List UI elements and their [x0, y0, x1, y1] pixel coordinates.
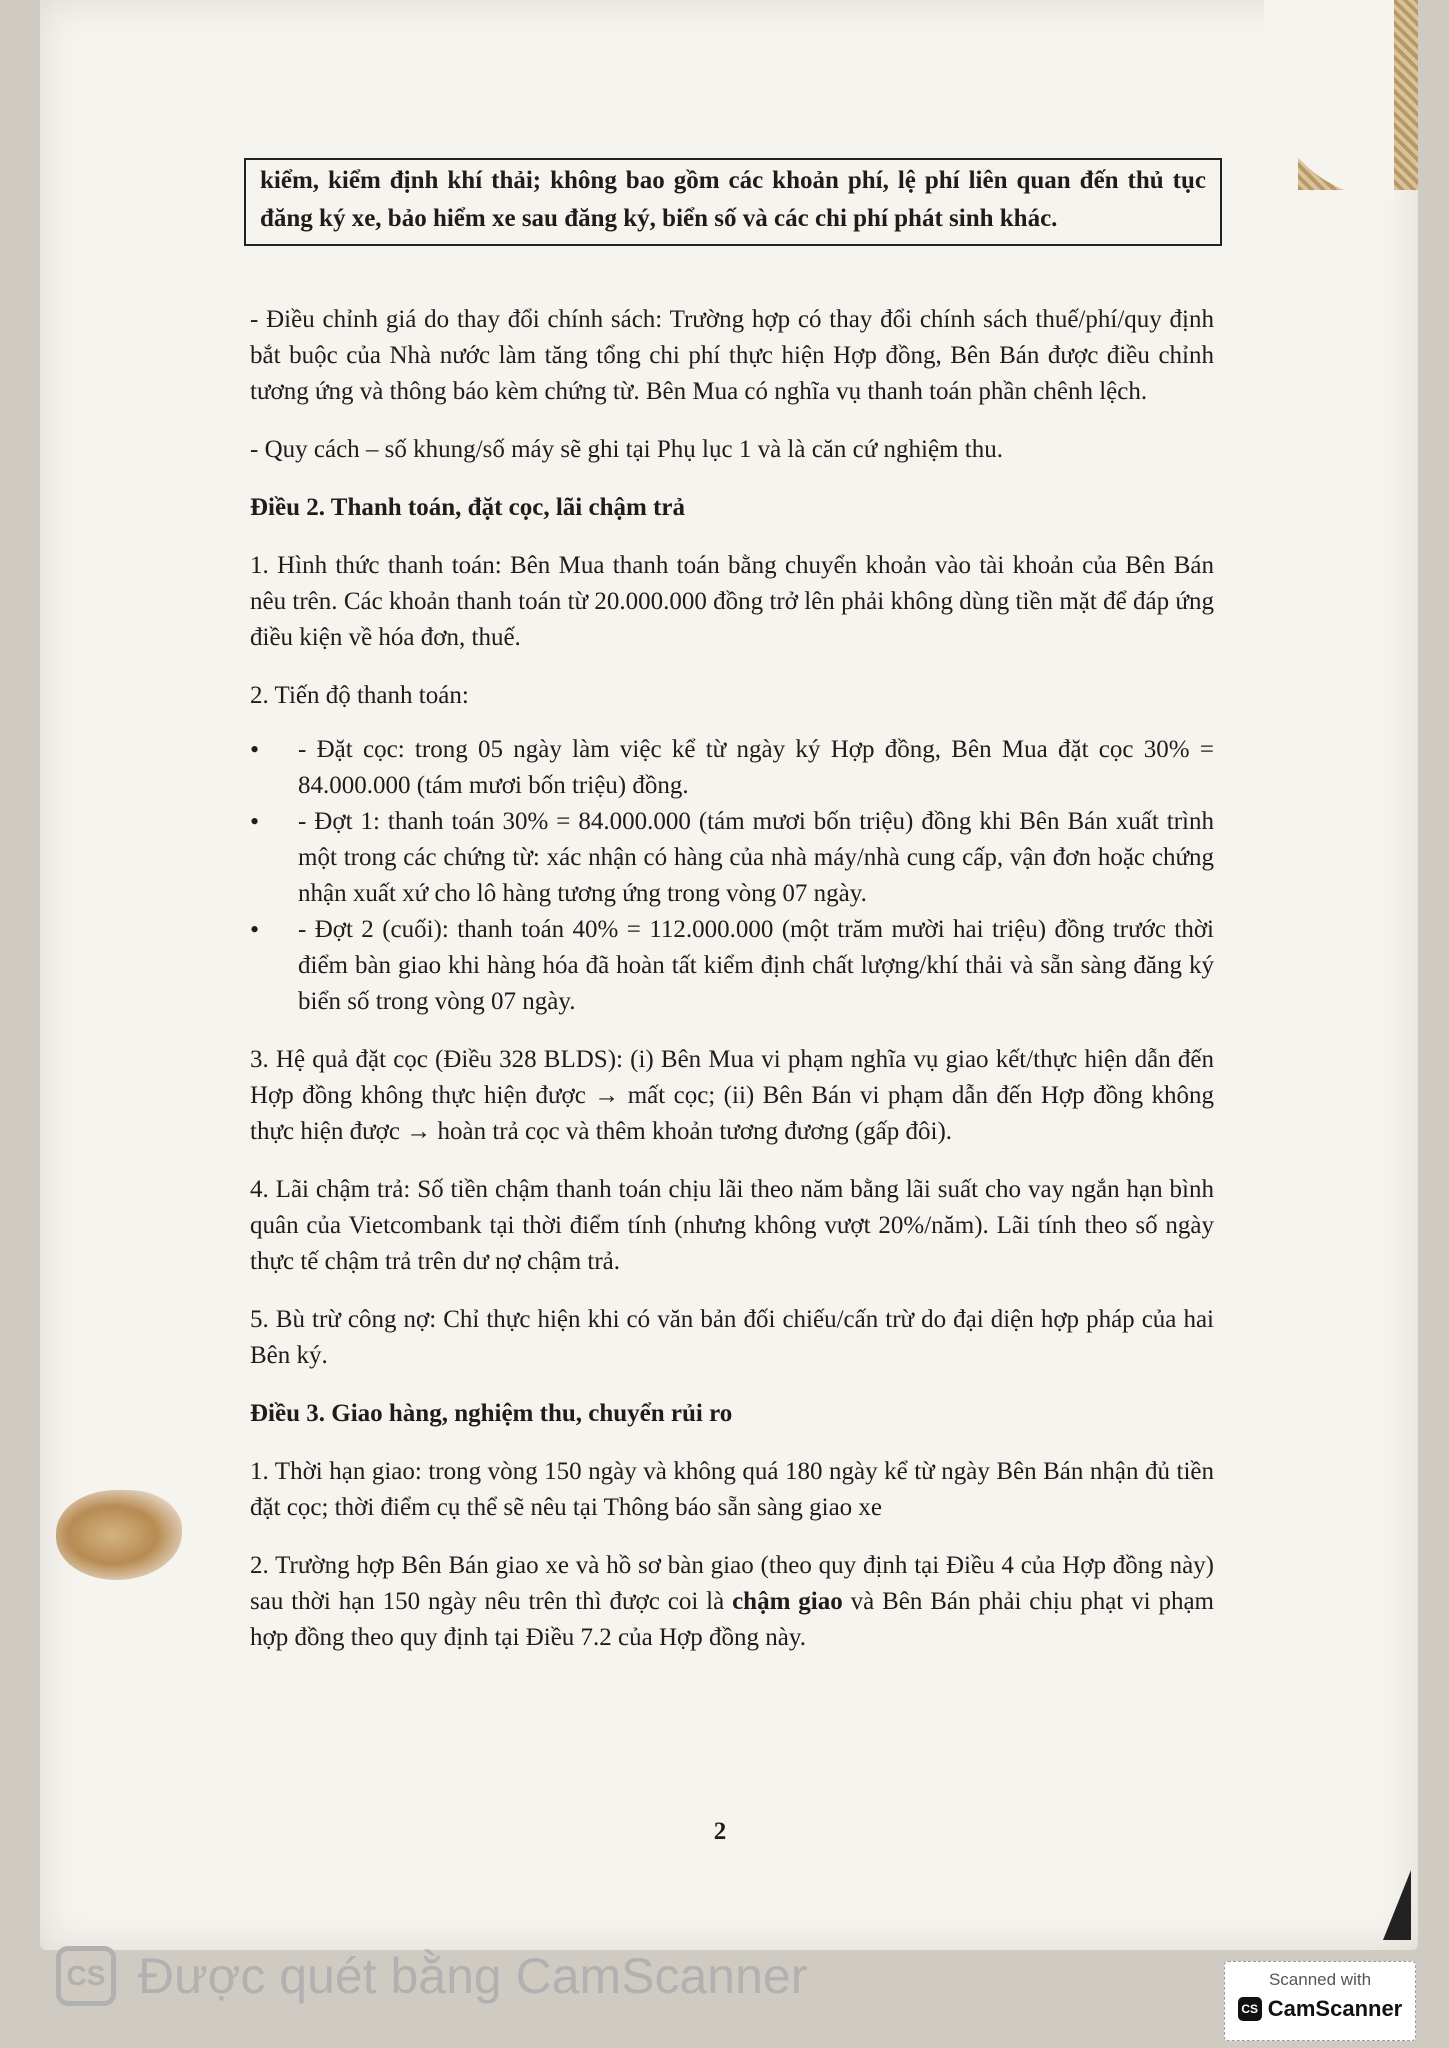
paragraph-art2-2: 2. Tiến độ thanh toán:: [250, 682, 469, 709]
list-item: • - Đợt 1: thanh toán 30% = 84.000.000 (tám mươi bốn triệu) đồng khi Bên Bán xuất trình một trong các chứng từ: xác nhận có hàng của nhà máy/nhà cung cấp, vận đơn hoặc chứng nhận xuất xứ cho lô hàng tương ứng trong vòng 07 ngày.: [250, 804, 1214, 912]
heading-article-2: Điều 2. Thanh toán, đặt cọc, lãi chậm trả: [250, 494, 685, 521]
badge-brand: [1225, 1996, 1415, 2022]
watermark-text: Được quét bằng CamScanner: [138, 1948, 808, 2004]
folded-corner-mark: [1383, 1870, 1411, 1940]
paragraph-art2-3: 3. Hệ quả đặt cọc (Điều 328 BLDS): (i) Bên Mua vi phạm nghĩa vụ giao kết/thực hiện dẫn đến Hợp đồng không thực hiện được → mất cọc; (ii) Bên Bán vi phạm dẫn đến Hợp đồng không thực hiện được → hoàn trả cọc và thêm khoản tương đương (gấp đôi).: [250, 1046, 1214, 1145]
camscanner-watermark: [56, 1946, 807, 2006]
paragraph-art2-5: 5. Bù trừ công nợ: Chỉ thực hiện khi có văn bản đối chiếu/cấn trừ do đại diện hợp pháp của hai Bên ký.: [250, 1306, 1214, 1369]
camscanner-logo-icon: CS: [56, 1946, 116, 2006]
badge-caption: Scanned with: [1268, 1970, 1372, 1989]
paragraph-art2-1: 1. Hình thức thanh toán: Bên Mua thanh toán bằng chuyển khoản vào tài khoản của Bên Bán nêu trên. Các khoản thanh toán từ 20.000.000 đồng trở lên phải không dùng tiền mặt để đáp ứng điều kiện về hóa đơn, thuế.: [250, 552, 1214, 651]
badge-brand-name: CamScanner: [1267, 1996, 1403, 2021]
paragraph-art2-4: 4. Lãi chậm trả: Số tiền chậm thanh toán chịu lãi theo năm bằng lãi suất cho vay ngắn hạn bình quân của Vietcombank tại thời điểm tính (nhưng không vượt 20%/năm). Lãi tính theo số ngày thực tế chậm trả trên dư nợ chậm trả.: [250, 1176, 1214, 1275]
paragraph-art3-1: 1. Thời hạn giao: trong vòng 150 ngày và không quá 180 ngày kể từ ngày Bên Bán nhận đủ tiền đặt cọc; thời điểm cụ thể sẽ nêu tại Thông báo sẵn sàng giao xe: [250, 1458, 1214, 1521]
heading-article-3: Điều 3. Giao hàng, nghiệm thu, chuyển rủi ro: [250, 1400, 733, 1427]
payment-schedule-list: [250, 732, 1214, 1020]
list-item: • - Đặt cọc: trong 05 ngày làm việc kể từ ngày ký Hợp đồng, Bên Mua đặt cọc 30% = 84.000.000 (tám mươi bốn triệu) đồng.: [250, 732, 1214, 804]
paragraph-art3-2-part-a: 2. Trường hợp Bên Bán giao xe và hồ sơ bàn giao (theo quy định tại Điều 4 của Hợp đồng này) sau thời hạn 150 ngày nêu trên thì được coi là: [250, 1552, 1214, 1615]
scanned-with-badge: [1224, 1961, 1416, 2041]
boxed-note: kiểm, kiểm định khí thải; không bao gồm các khoản phí, lệ phí liên quan đến thủ tục đăng ký xe, bảo hiểm xe sau đăng ký, biển số và các chi phí phát sinh khác.: [244, 158, 1222, 246]
scan-corner-fold: [1264, 0, 1394, 200]
paragraph-price-adjustment: - Điều chỉnh giá do thay đổi chính sách: Trường hợp có thay đổi chính sách thuế/phí/quy định bắt buộc của Nhà nước làm tăng tổng chi phí thực hiện Hợp đồng, Bên Bán được điều chỉnh tương ứng và thông báo kèm chứng từ. Bên Mua có nghĩa vụ thanh toán phần chênh lệch.: [250, 306, 1214, 405]
paragraph-specification: - Quy cách – số khung/số máy sẽ ghi tại Phụ lục 1 và là căn cứ nghiệm thu.: [250, 436, 1003, 463]
camscanner-badge-icon: CS: [1238, 1997, 1262, 2021]
paragraph-art3-2-part-c: và Bên Bán phải chịu phạt vi phạm hợp đồng theo quy định tại Điều 7.2 của Hợp đồng này.: [250, 1588, 1214, 1651]
document-body: [250, 158, 1214, 1656]
paragraph-art3-2: [250, 1548, 1214, 1656]
page-number: 2: [713, 1818, 727, 1845]
list-item: • - Đợt 2 (cuối): thanh toán 40% = 112.000.000 (một trăm mười hai triệu) đồng trước thời điểm bàn giao khi hàng hóa đã hoàn tất kiểm định chất lượng/khí thải và sẵn sàng đăng ký biển số trong vòng 07 ngày.: [250, 912, 1214, 1020]
late-delivery-term: chậm giao: [732, 1588, 843, 1615]
